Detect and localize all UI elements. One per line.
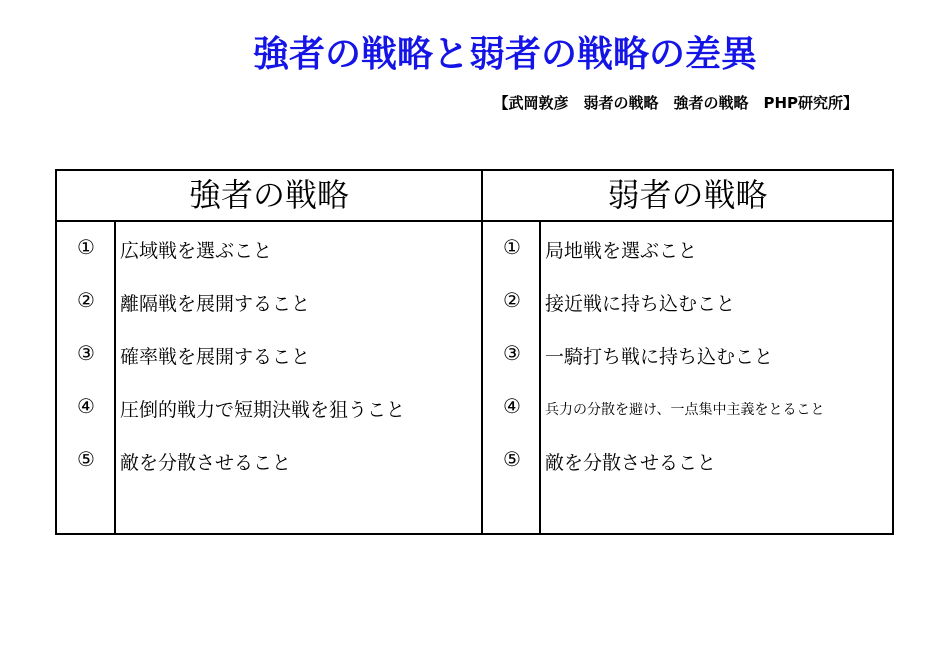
weak-item-number: ④	[503, 394, 521, 418]
strong-item: 確率戦を展開すること	[120, 346, 311, 368]
weak-item: 兵力の分散を避け、一点集中主義をとること	[545, 402, 825, 418]
weak-item-number: ③	[503, 341, 521, 365]
page-title: 強者の戦略と弱者の戦略の差異	[252, 34, 757, 75]
strong-item: 広域戦を選ぶこと	[120, 240, 273, 262]
weak-item-number: ①	[503, 235, 521, 259]
weak-item-number: ⑤	[503, 447, 521, 471]
strong-item-number: ④	[77, 394, 95, 418]
strong-strategy-header: 強者の戦略	[188, 176, 349, 214]
strong-number-divider	[114, 222, 116, 533]
weak-item: 一騎打ち戦に持ち込むこと	[545, 346, 774, 368]
strong-item: 離隔戦を展開すること	[120, 293, 311, 315]
weak-item-number: ②	[503, 288, 521, 312]
strong-item-number: ③	[77, 341, 95, 365]
source-citation: 【武岡敦彦 弱者の戦略 強者の戦略 PHP研究所】	[493, 94, 858, 112]
strong-item-number: ①	[77, 235, 95, 259]
weak-strategy-header: 弱者の戦略	[607, 176, 768, 214]
header-divider	[57, 220, 892, 222]
weak-number-divider	[539, 222, 541, 533]
weak-item: 局地戦を選ぶこと	[545, 240, 698, 262]
strong-item: 圧倒的戦力で短期決戦を狙うこと	[120, 399, 406, 421]
weak-item: 接近戦に持ち込むこと	[545, 293, 736, 315]
comparison-table	[55, 169, 894, 535]
strong-item-number: ②	[77, 288, 95, 312]
weak-item: 敵を分散させること	[545, 452, 717, 474]
strong-item: 敵を分散させること	[120, 452, 292, 474]
strong-item-number: ⑤	[77, 447, 95, 471]
